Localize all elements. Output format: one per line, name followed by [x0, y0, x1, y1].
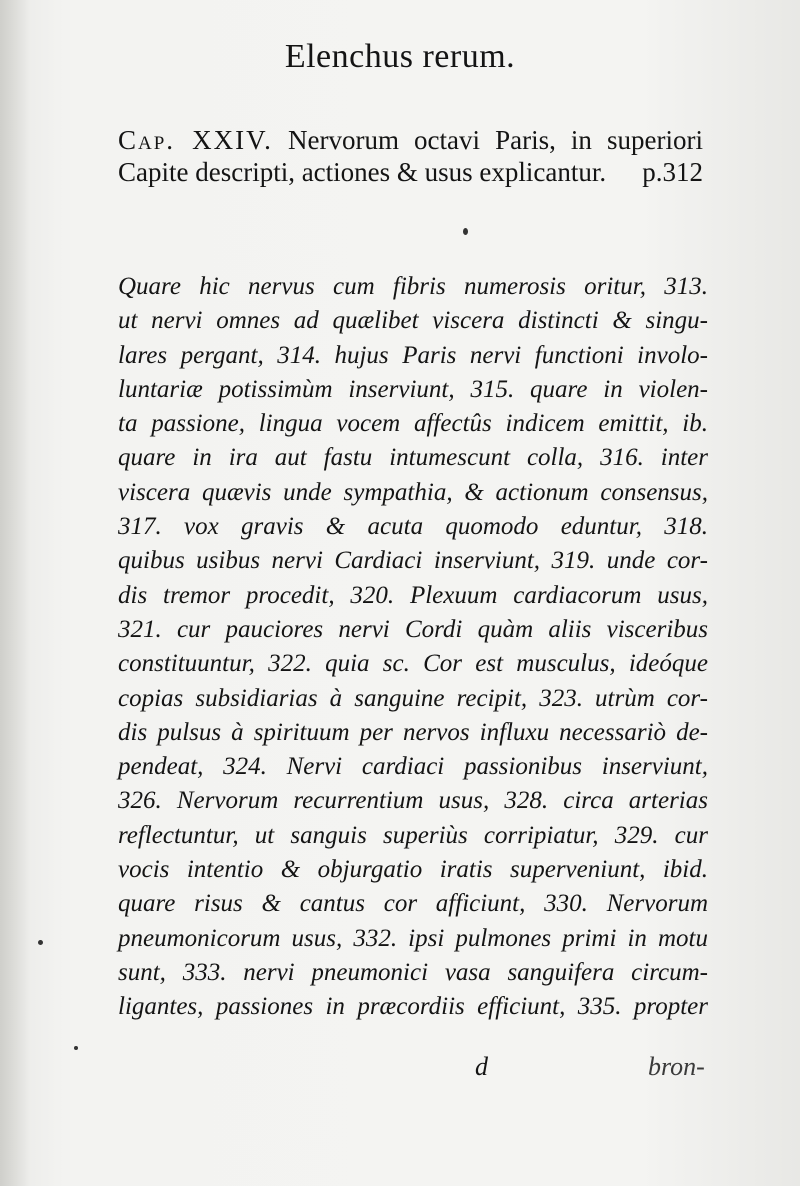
chapter-heading: [118, 124, 703, 188]
text-line: dis tremor procedit, 320. Plexuum cardiacorum usus,: [118, 581, 708, 609]
chapter-label: Cap. XXIV.: [118, 125, 273, 155]
text-line: ut nervi omnes ad quælibet viscera distincti & singu-: [118, 307, 708, 335]
text-line: quare risus & cantus cor afficiunt, 330. Nervorum: [118, 890, 708, 918]
text-line: viscera quævis unde sympathia, & actionum consensus,: [118, 478, 708, 506]
text-line: Quare hic nervus cum fibris numerosis oritur, 313.: [118, 273, 708, 300]
text-line: quibus usibus nervi Cardiaci inserviunt, 319. unde cor-: [118, 547, 708, 575]
text-line: dis pulsus à spirituum per nervos influxu necessariò de-: [118, 718, 708, 746]
running-head: Elenchus rerum.: [284, 38, 516, 75]
text-line: lares pergant, 314. hujus Paris nervi functioni involo-: [118, 341, 708, 369]
index-entries: [118, 270, 708, 1025]
ink-speck: [463, 228, 468, 235]
text-line: quare in ira aut fastu intumescunt colla, 316. inter: [118, 444, 708, 472]
text-line: constituuntur, 322. quia sc. Cor est musculus, ideóque: [118, 650, 708, 678]
ink-speck: [38, 940, 43, 945]
text-line: reflectuntur, ut sanguis superiùs corripiatur, 329. cur: [118, 821, 708, 849]
ink-speck: [74, 1046, 78, 1050]
text-line: pendeat, 324. Nervi cardiaci passionibus inserviunt,: [118, 753, 708, 781]
page-footer: [0, 1052, 800, 1088]
catchword: bron-: [648, 1052, 705, 1081]
chapter-title: Nervorum octavi Paris, in superiori Capite descripti, actiones & usus explicantur.: [118, 125, 703, 187]
text-line: 321. cur pauciores nervi Cordi quàm aliis visceribus: [118, 615, 708, 643]
text-line: ta passione, lingua vocem affectûs indicem emittit, ib.: [118, 410, 708, 438]
text-line: 326. Nervorum recurrentium usus, 328. circa arterias: [118, 787, 708, 815]
text-line: sunt, 333. nervi pneumonici vasa sanguifera circum-: [118, 958, 708, 986]
text-line: vocis intentio & objurgatio iratis superveniunt, ibid.: [118, 856, 708, 884]
text-line: luntariæ potissimùm inserviunt, 315. quare in violen-: [118, 375, 708, 403]
text-line: copias subsidiarias à sanguine recipit, 323. utrùm cor-: [118, 684, 708, 712]
text-line: ligantes, passiones in præcordiis efficiunt, 335. propter: [118, 993, 708, 1021]
text-line: pneumonicorum usus, 332. ipsi pulmones primi in motu: [118, 924, 708, 952]
chapter-page-ref: p.312: [642, 157, 703, 187]
text-line: 317. vox gravis & acuta quomodo eduntur, 318.: [118, 513, 708, 541]
signature-mark: d: [475, 1052, 488, 1081]
